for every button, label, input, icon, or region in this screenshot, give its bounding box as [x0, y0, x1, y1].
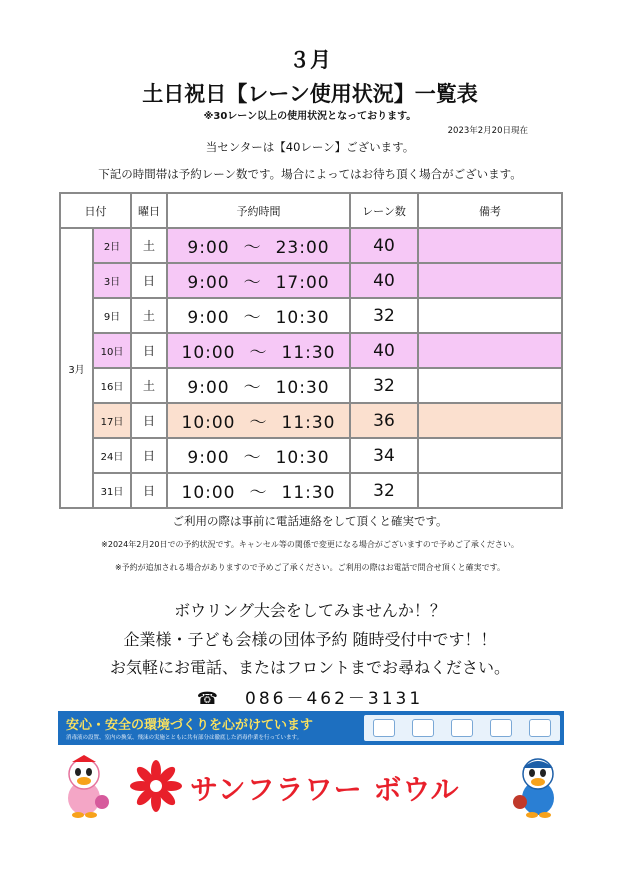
brand-name: サンフラワー ボウル	[190, 773, 460, 806]
table-header-row	[60, 193, 562, 228]
page-title: 土日祝日【レーン使用状況】一覧表	[142, 82, 478, 106]
time-separator: ～	[243, 378, 262, 398]
note-cell	[418, 298, 562, 333]
start-time: 10:00	[181, 343, 236, 363]
end-time: 11:30	[281, 343, 336, 363]
day-cell: 日	[131, 333, 167, 368]
lanes-cell: 40	[350, 228, 418, 263]
day-cell: 日	[131, 438, 167, 473]
lanes-cell: 32	[350, 368, 418, 403]
date-cell: 3日	[93, 263, 131, 298]
sanitizer-icon	[373, 719, 395, 737]
date-cell: 16日	[93, 368, 131, 403]
end-time: 10:30	[275, 448, 330, 468]
month-title: ３月	[289, 48, 331, 72]
end-time: 11:30	[281, 413, 336, 433]
start-time: 9:00	[187, 448, 230, 468]
day-cell: 土	[131, 368, 167, 403]
time-slot-info: 下記の時間帯は予約レーン数です。場合によってはお待ち頂く場合がございます。	[98, 167, 522, 181]
note-cell	[418, 368, 562, 403]
status-note: ※2024年2月20日での予約状況です。キャンセル等の関係で変更になる場合がございますので予めご了承ください。	[101, 540, 519, 549]
phone-row	[0, 684, 620, 709]
date-cell: 10日	[93, 333, 131, 368]
table-row	[60, 298, 562, 333]
table-row	[60, 263, 562, 298]
date-cell: 17日	[93, 403, 131, 438]
day-cell: 日	[131, 403, 167, 438]
table-row	[60, 228, 562, 263]
date-cell: 2日	[93, 228, 131, 263]
lanes-cell: 40	[350, 333, 418, 368]
time-separator: ～	[249, 343, 268, 363]
end-time: 10:30	[275, 308, 330, 328]
banner-headline: 安心・安全の環境づくりを心がけています	[66, 718, 314, 733]
start-time: 9:00	[187, 378, 230, 398]
promo-line-3: お気軽にお電話、またはフロントまでお尋ねください。	[109, 658, 510, 677]
time-cell	[167, 368, 350, 403]
start-time: 9:00	[187, 308, 230, 328]
table-body	[60, 228, 562, 508]
note-cell	[418, 228, 562, 263]
header-day: 曜日	[131, 193, 167, 228]
date-cell: 31日	[93, 473, 131, 508]
day-cell: 日	[131, 263, 167, 298]
duck-mascot-right-icon	[510, 752, 564, 818]
as-of-date: 2023年2月20日現在	[447, 126, 528, 136]
lane-schedule-table	[59, 192, 563, 509]
day-cell: 日	[131, 473, 167, 508]
day-cell: 土	[131, 298, 167, 333]
lanes-cell: 32	[350, 473, 418, 508]
time-cell	[167, 403, 350, 438]
table-row	[60, 368, 562, 403]
time-separator: ～	[243, 448, 262, 468]
contact-note: ご利用の際は事前に電話連絡をして頂くと確実です。	[172, 514, 448, 528]
additional-note: ※予約が追加される場合がありますので予めご了承ください。ご利用の際はお電話で問合せ頂くと確実です。	[114, 563, 506, 572]
note-cell	[418, 438, 562, 473]
time-cell	[167, 298, 350, 333]
start-time: 9:00	[187, 238, 230, 258]
header-notes: 備考	[418, 193, 562, 228]
table-row	[60, 333, 562, 368]
note-cell	[418, 333, 562, 368]
date-cell: 24日	[93, 438, 131, 473]
note-cell	[418, 403, 562, 438]
note-cell	[418, 473, 562, 508]
table-row	[60, 438, 562, 473]
lanes-cell: 32	[350, 298, 418, 333]
mask-icon	[529, 719, 551, 737]
time-separator: ～	[243, 308, 262, 328]
month-cell: 3月	[60, 228, 93, 508]
time-cell	[167, 228, 350, 263]
day-cell: 土	[131, 228, 167, 263]
banner-icon-strip	[364, 715, 560, 741]
phone-number[interactable]: 086－462－3131	[245, 689, 424, 709]
time-separator: ～	[249, 413, 268, 433]
phone-icon: ☎	[196, 689, 221, 709]
date-cell: 9日	[93, 298, 131, 333]
header-time: 予約時間	[167, 193, 350, 228]
start-time: 9:00	[187, 273, 230, 293]
table-row	[60, 403, 562, 438]
safety-banner	[58, 711, 564, 745]
promo-line-1: ボウリング大会をしてみませんか！？	[174, 601, 446, 620]
lanes-cell: 40	[350, 263, 418, 298]
end-time: 11:30	[281, 483, 336, 503]
header-lanes: レーン数	[350, 193, 418, 228]
end-time: 10:30	[275, 378, 330, 398]
time-cell	[167, 263, 350, 298]
ventilation-icon	[412, 719, 434, 737]
end-time: 23:00	[275, 238, 330, 258]
lanes-cell: 36	[350, 403, 418, 438]
end-time: 17:00	[275, 273, 330, 293]
note-cell	[418, 263, 562, 298]
header-date: 日付	[60, 193, 131, 228]
time-cell	[167, 438, 350, 473]
lanes-cell: 34	[350, 438, 418, 473]
spray-icon	[490, 719, 512, 737]
handwash-icon	[451, 719, 473, 737]
start-time: 10:00	[181, 413, 236, 433]
brand-footer	[58, 752, 564, 822]
time-separator: ～	[249, 483, 268, 503]
time-cell	[167, 333, 350, 368]
promo-line-2: 企業様・子ども会様の団体予約 随時受付中です！！	[123, 630, 497, 649]
time-cell	[167, 473, 350, 508]
duck-mascot-left-icon	[58, 752, 112, 818]
table-row	[60, 473, 562, 508]
banner-subtext: 消毒液の設置、室内の換気、飛沫の実施とともに共有部分は徹底した消毒作業を行っています。	[66, 735, 303, 741]
start-time: 10:00	[181, 483, 236, 503]
usage-note: ※30レーン以上の使用状況となっております。	[203, 111, 417, 122]
time-separator: ～	[243, 238, 262, 258]
center-lane-info: 当センターは【40レーン】ございます。	[205, 140, 415, 154]
time-separator: ～	[243, 273, 262, 293]
